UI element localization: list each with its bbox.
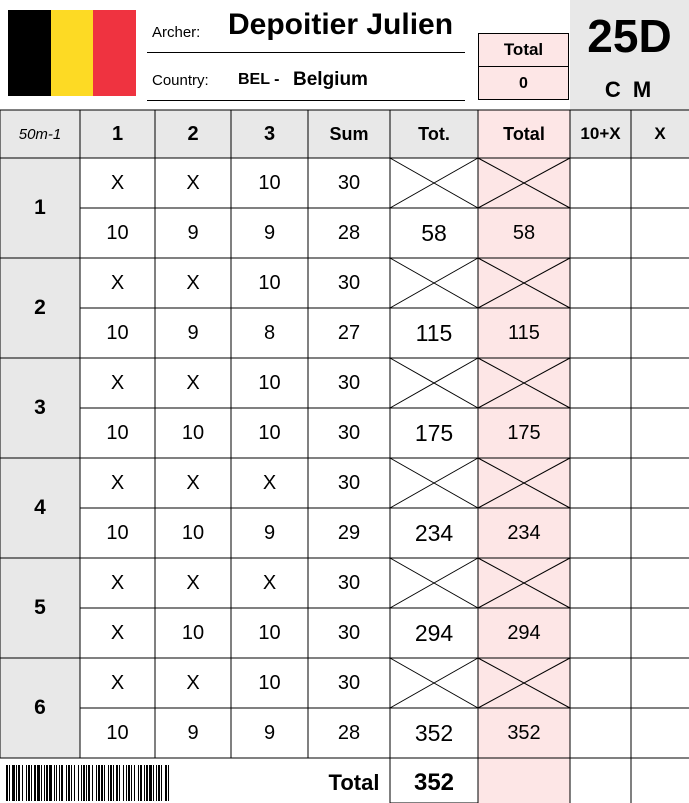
arrow-1-score: 10	[106, 521, 129, 544]
barcode-bar	[138, 765, 139, 801]
barcode-bar	[18, 765, 20, 801]
tot-cell: 175	[414, 419, 454, 446]
sum-cell: 30	[337, 171, 361, 194]
col-header-10x: 10+X	[580, 124, 621, 143]
target-number: 25D	[587, 10, 672, 62]
sum-cell: 28	[337, 221, 361, 244]
barcode-bar	[59, 765, 60, 801]
total-cell	[478, 558, 570, 608]
sum-cell: 27	[337, 321, 361, 344]
arrow-1-score: X	[110, 271, 125, 294]
barcode-bar	[128, 765, 130, 801]
category-label: C M	[604, 77, 655, 102]
footer-total-label: Total	[328, 769, 380, 795]
end-label: 2	[34, 296, 46, 319]
header-total-label: Total	[503, 39, 544, 59]
barcode-bar	[6, 765, 8, 801]
barcode-bar	[131, 765, 132, 801]
barcode-bar	[31, 765, 32, 801]
barcode-bar	[34, 765, 36, 801]
barcode-bar	[26, 765, 27, 801]
barcode-bar	[165, 765, 167, 801]
barcode-bar	[22, 765, 23, 801]
barcode-bar	[12, 765, 15, 801]
barcode-bar	[49, 765, 52, 801]
barcode-bar	[54, 765, 55, 801]
barcode-bar	[78, 765, 79, 801]
arrow-3-score: 10	[258, 421, 281, 444]
barcode-bar	[28, 765, 30, 801]
barcode-bar	[153, 765, 154, 801]
end-label: 5	[34, 596, 46, 619]
total-cell: 234	[507, 521, 541, 544]
end-label: 4	[34, 496, 46, 519]
barcode-bar	[146, 765, 148, 801]
sum-cell: 30	[337, 671, 361, 694]
arrow-3-score: X	[262, 471, 277, 494]
barcode-bar	[86, 765, 87, 801]
arrow-2-score: X	[186, 271, 200, 294]
barcode-bar	[61, 765, 63, 801]
barcode-bar	[88, 765, 90, 801]
arrow-1-score: X	[110, 571, 125, 594]
barcode-bar	[56, 765, 57, 801]
col-header-arrow-2: 2	[187, 122, 199, 145]
tot-cell	[390, 358, 478, 408]
arrow-2-score: X	[186, 471, 200, 494]
barcode-bar	[161, 765, 162, 801]
footer-total-value: 352	[413, 768, 455, 796]
barcode-bar	[116, 765, 118, 801]
barcode-bar	[158, 765, 160, 801]
tot-cell: 352	[414, 719, 454, 746]
arrow-2-score: X	[186, 371, 200, 394]
barcode-bar	[108, 765, 109, 801]
barcode-bar	[37, 765, 40, 801]
arrow-1-score: 10	[106, 721, 129, 744]
sum-cell: 30	[337, 421, 361, 444]
tot-cell	[390, 258, 478, 308]
total-cell: 294	[507, 621, 541, 644]
col-header-tot: Tot.	[418, 123, 450, 144]
end-label: 6	[34, 696, 46, 719]
arrow-3-score: X	[262, 571, 277, 594]
total-cell: 352	[507, 721, 541, 744]
total-cell: 175	[507, 421, 541, 444]
barcode-bar	[149, 765, 152, 801]
arrow-3-score: 10	[258, 621, 281, 644]
arrow-2-score: X	[186, 171, 200, 194]
arrow-2-score: 10	[181, 521, 205, 544]
barcode-bar	[168, 765, 169, 801]
total-cell: 58	[512, 221, 536, 244]
arrow-3-score: 9	[263, 221, 276, 244]
total-cell	[478, 658, 570, 708]
sum-cell: 30	[337, 371, 361, 394]
arrow-1-score: X	[110, 621, 125, 644]
arrow-2-score: 9	[187, 321, 199, 344]
col-header-arrow-3: 3	[263, 122, 276, 145]
sum-cell: 30	[337, 271, 361, 294]
barcode-bar	[66, 765, 67, 801]
round-label: 50m-1	[18, 125, 62, 143]
tot-cell	[390, 558, 478, 608]
col-header-arrow-1: 1	[111, 122, 124, 145]
arrow-1-score: X	[110, 471, 125, 494]
arrow-3-score: 10	[258, 171, 281, 194]
barcode-bar	[9, 765, 10, 801]
tot-cell: 115	[415, 319, 453, 346]
sum-cell: 28	[337, 721, 361, 744]
archer-label: Archer:	[152, 24, 201, 41]
end-label: 3	[34, 396, 46, 419]
sum-cell: 30	[337, 571, 361, 594]
arrow-1-score: X	[110, 371, 125, 394]
barcode-bar	[101, 765, 103, 801]
total-cell	[478, 458, 570, 508]
arrow-3-score: 9	[263, 721, 276, 744]
arrow-2-score: 10	[181, 421, 205, 444]
sum-cell: 30	[337, 621, 361, 644]
col-header-sum: Sum	[329, 123, 369, 144]
tot-cell: 234	[414, 519, 454, 546]
arrow-1-score: X	[110, 671, 125, 694]
sum-cell: 30	[337, 471, 361, 494]
barcode-bar	[41, 765, 42, 801]
arrow-3-score: 9	[263, 521, 276, 544]
barcode-bar	[92, 765, 93, 801]
total-cell: 115	[508, 321, 540, 344]
barcode-bar	[96, 765, 97, 801]
total-cell	[478, 158, 570, 208]
arrow-3-score: 10	[258, 271, 281, 294]
col-header-total: Total	[503, 123, 545, 144]
tot-cell	[390, 658, 478, 708]
arrow-2-score: 9	[187, 721, 199, 744]
country-code: BEL -	[238, 71, 280, 88]
tot-cell	[390, 158, 478, 208]
barcode-bar	[113, 765, 114, 801]
barcode-bar	[140, 765, 142, 801]
barcode-bar	[16, 765, 17, 801]
arrow-1-score: 10	[106, 221, 129, 244]
barcode-bar	[104, 765, 105, 801]
barcode-bar	[123, 765, 124, 801]
barcode-bar	[71, 765, 72, 801]
tot-cell: 58	[421, 219, 447, 246]
country-label: Country:	[152, 72, 209, 89]
arrow-3-score: 10	[258, 671, 281, 694]
barcode-bar	[98, 765, 100, 801]
barcode-bar	[81, 765, 82, 801]
tot-cell	[390, 458, 478, 508]
col-header-x: X	[654, 124, 666, 143]
arrow-2-score: 9	[187, 221, 199, 244]
total-cell	[478, 358, 570, 408]
arrow-1-score: 10	[106, 321, 129, 344]
header-total-value: 0	[519, 74, 528, 92]
end-label: 1	[34, 196, 46, 219]
arrow-2-score: 10	[181, 621, 205, 644]
barcode-bar	[119, 765, 120, 801]
arrow-3-score: 10	[258, 371, 281, 394]
barcode-bar	[83, 765, 85, 801]
barcode-bar	[68, 765, 70, 801]
arrow-1-score: X	[110, 171, 125, 194]
sum-cell: 29	[337, 521, 361, 544]
arrow-1-score: 10	[106, 421, 129, 444]
barcode-bar	[46, 765, 48, 801]
country-name: Belgium	[293, 69, 368, 90]
barcode	[6, 765, 316, 801]
total-cell	[478, 258, 570, 308]
arrow-2-score: X	[186, 671, 200, 694]
archer-name: Depoitier Julien	[228, 8, 454, 41]
barcode-bar	[74, 765, 75, 801]
barcode-bar	[134, 765, 135, 801]
tot-cell: 294	[414, 619, 454, 646]
barcode-bar	[144, 765, 145, 801]
arrow-2-score: X	[186, 571, 200, 594]
barcode-bar	[156, 765, 157, 801]
barcode-bar	[126, 765, 127, 801]
barcode-bar	[110, 765, 112, 801]
arrow-3-score: 8	[263, 321, 276, 344]
barcode-bar	[44, 765, 45, 801]
